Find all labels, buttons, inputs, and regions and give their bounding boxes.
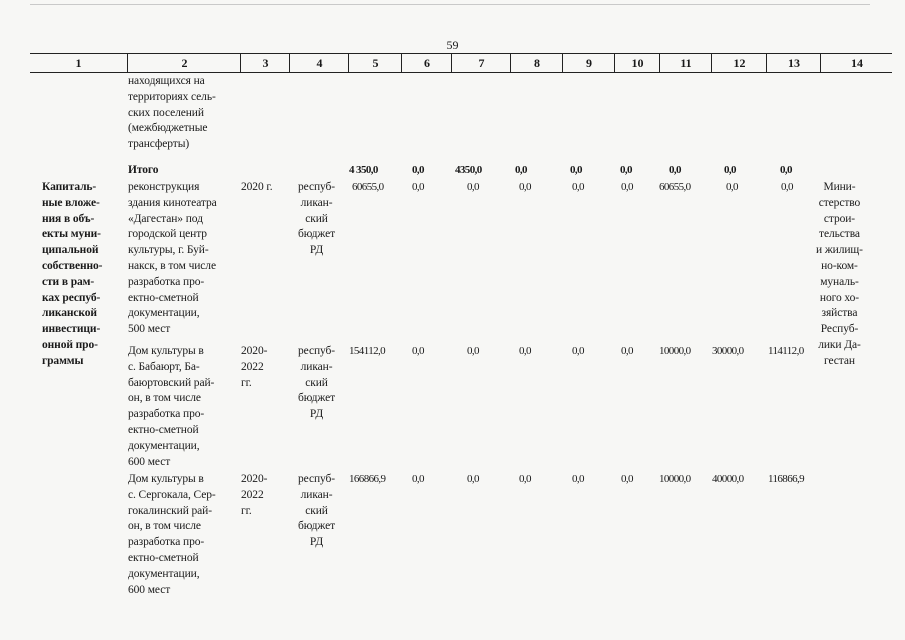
row-col-11: 60655,0 (659, 181, 691, 193)
row-description: Дом культуры в с. Бабаюрт, Ба- баюртовский рай- он, в том числе разработка про- ектно-сметной документации, 600 мест (128, 345, 215, 468)
row-col-11: 10000,0 (659, 473, 691, 485)
continued-description: находящихся на территориях сель- ских поселений (межбюджетные трансферты) (128, 75, 216, 151)
header-col-1: 1 (75, 56, 82, 70)
total-col-6: 0,0 (412, 164, 424, 176)
row-col-8: 0,0 (519, 181, 531, 193)
row-period: 2020 г. (241, 181, 273, 193)
row-col-7: 0,0 (467, 345, 479, 357)
responsible-ministry: Мини- стерство строи- тельства и жилищ- но-ком- муналь- ного хо- зяйства Респуб- лики Да- гестан (816, 181, 863, 367)
header-col-2: 2 (127, 54, 241, 72)
total-col-5: 4 350,0 (349, 164, 378, 176)
header-col-14: 14 (820, 54, 893, 72)
row-col-13: 0,0 (781, 181, 793, 193)
row-funding-source: респуб- ликан- ский бюджет РД (298, 181, 336, 257)
total-col-7: 4350,0 (455, 164, 482, 176)
row-col-10: 0,0 (621, 345, 633, 357)
row-period: 2020- 2022 гг. (241, 345, 268, 389)
row-col-12: 30000,0 (712, 345, 744, 357)
row-col-5: 154112,0 (349, 345, 386, 357)
row-col-9: 0,0 (572, 345, 584, 357)
row-col-7: 0,0 (467, 181, 479, 193)
row-period: 2020- 2022 гг. (241, 473, 268, 517)
row-col-13: 116866,9 (768, 473, 805, 485)
row-col-9: 0,0 (572, 473, 584, 485)
header-col-12: 12 (711, 54, 767, 72)
table-header-row (30, 53, 892, 73)
row-col-12: 0,0 (726, 181, 738, 193)
row-col-6: 0,0 (412, 345, 424, 357)
header-col-8: 8 (510, 54, 563, 72)
row-col-13: 114112,0 (768, 345, 804, 357)
total-col-10: 0,0 (620, 164, 632, 176)
row-col-6: 0,0 (412, 473, 424, 485)
row-col-5: 60655,0 (352, 181, 384, 193)
row-description: реконструкция здания кинотеатра «Дагестан» под городской центр культуры, г. Буй- накск, в том числе разработка про- ектно-сметной документации, 500 мест (128, 181, 217, 336)
row-col-5: 166866,9 (349, 473, 386, 485)
row-col-10: 0,0 (621, 473, 633, 485)
section-title: Капиталь- ные вложе- ния в объ- екты муни- ципальной собственно- сти в рам- ках респуб- ликанской инвестици- онной про- граммы (42, 181, 103, 367)
header-col-3: 3 (240, 54, 290, 72)
header-col-13: 13 (766, 54, 821, 72)
header-col-10: 10 (614, 54, 660, 72)
header-col-7: 7 (451, 54, 511, 72)
header-col-6: 6 (401, 54, 452, 72)
header-col-9: 9 (562, 54, 615, 72)
row-col-6: 0,0 (412, 181, 424, 193)
total-label: Итого (128, 164, 159, 176)
row-col-10: 0,0 (621, 181, 633, 193)
row-col-9: 0,0 (572, 181, 584, 193)
scan-edge-line (30, 4, 870, 5)
row-col-8: 0,0 (519, 473, 531, 485)
total-col-13: 0,0 (780, 164, 792, 176)
total-col-8: 0,0 (515, 164, 527, 176)
header-col-5: 5 (348, 54, 402, 72)
row-col-12: 40000,0 (712, 473, 744, 485)
total-col-11: 0,0 (669, 164, 681, 176)
row-funding-source: респуб- ликан- ский бюджет РД (298, 473, 336, 549)
total-col-9: 0,0 (570, 164, 582, 176)
row-funding-source: респуб- ликан- ский бюджет РД (298, 345, 336, 421)
header-col-11: 11 (659, 54, 712, 72)
row-col-11: 10000,0 (659, 345, 691, 357)
page-number: 59 (446, 38, 459, 52)
row-col-8: 0,0 (519, 345, 531, 357)
header-col-4: 4 (289, 54, 349, 72)
total-col-12: 0,0 (724, 164, 736, 176)
row-description: Дом культуры в с. Сергокала, Сер- гокалинский рай- он, в том числе разработка про- ектно-сметной документации, 600 мест (128, 473, 216, 596)
row-col-7: 0,0 (467, 473, 479, 485)
